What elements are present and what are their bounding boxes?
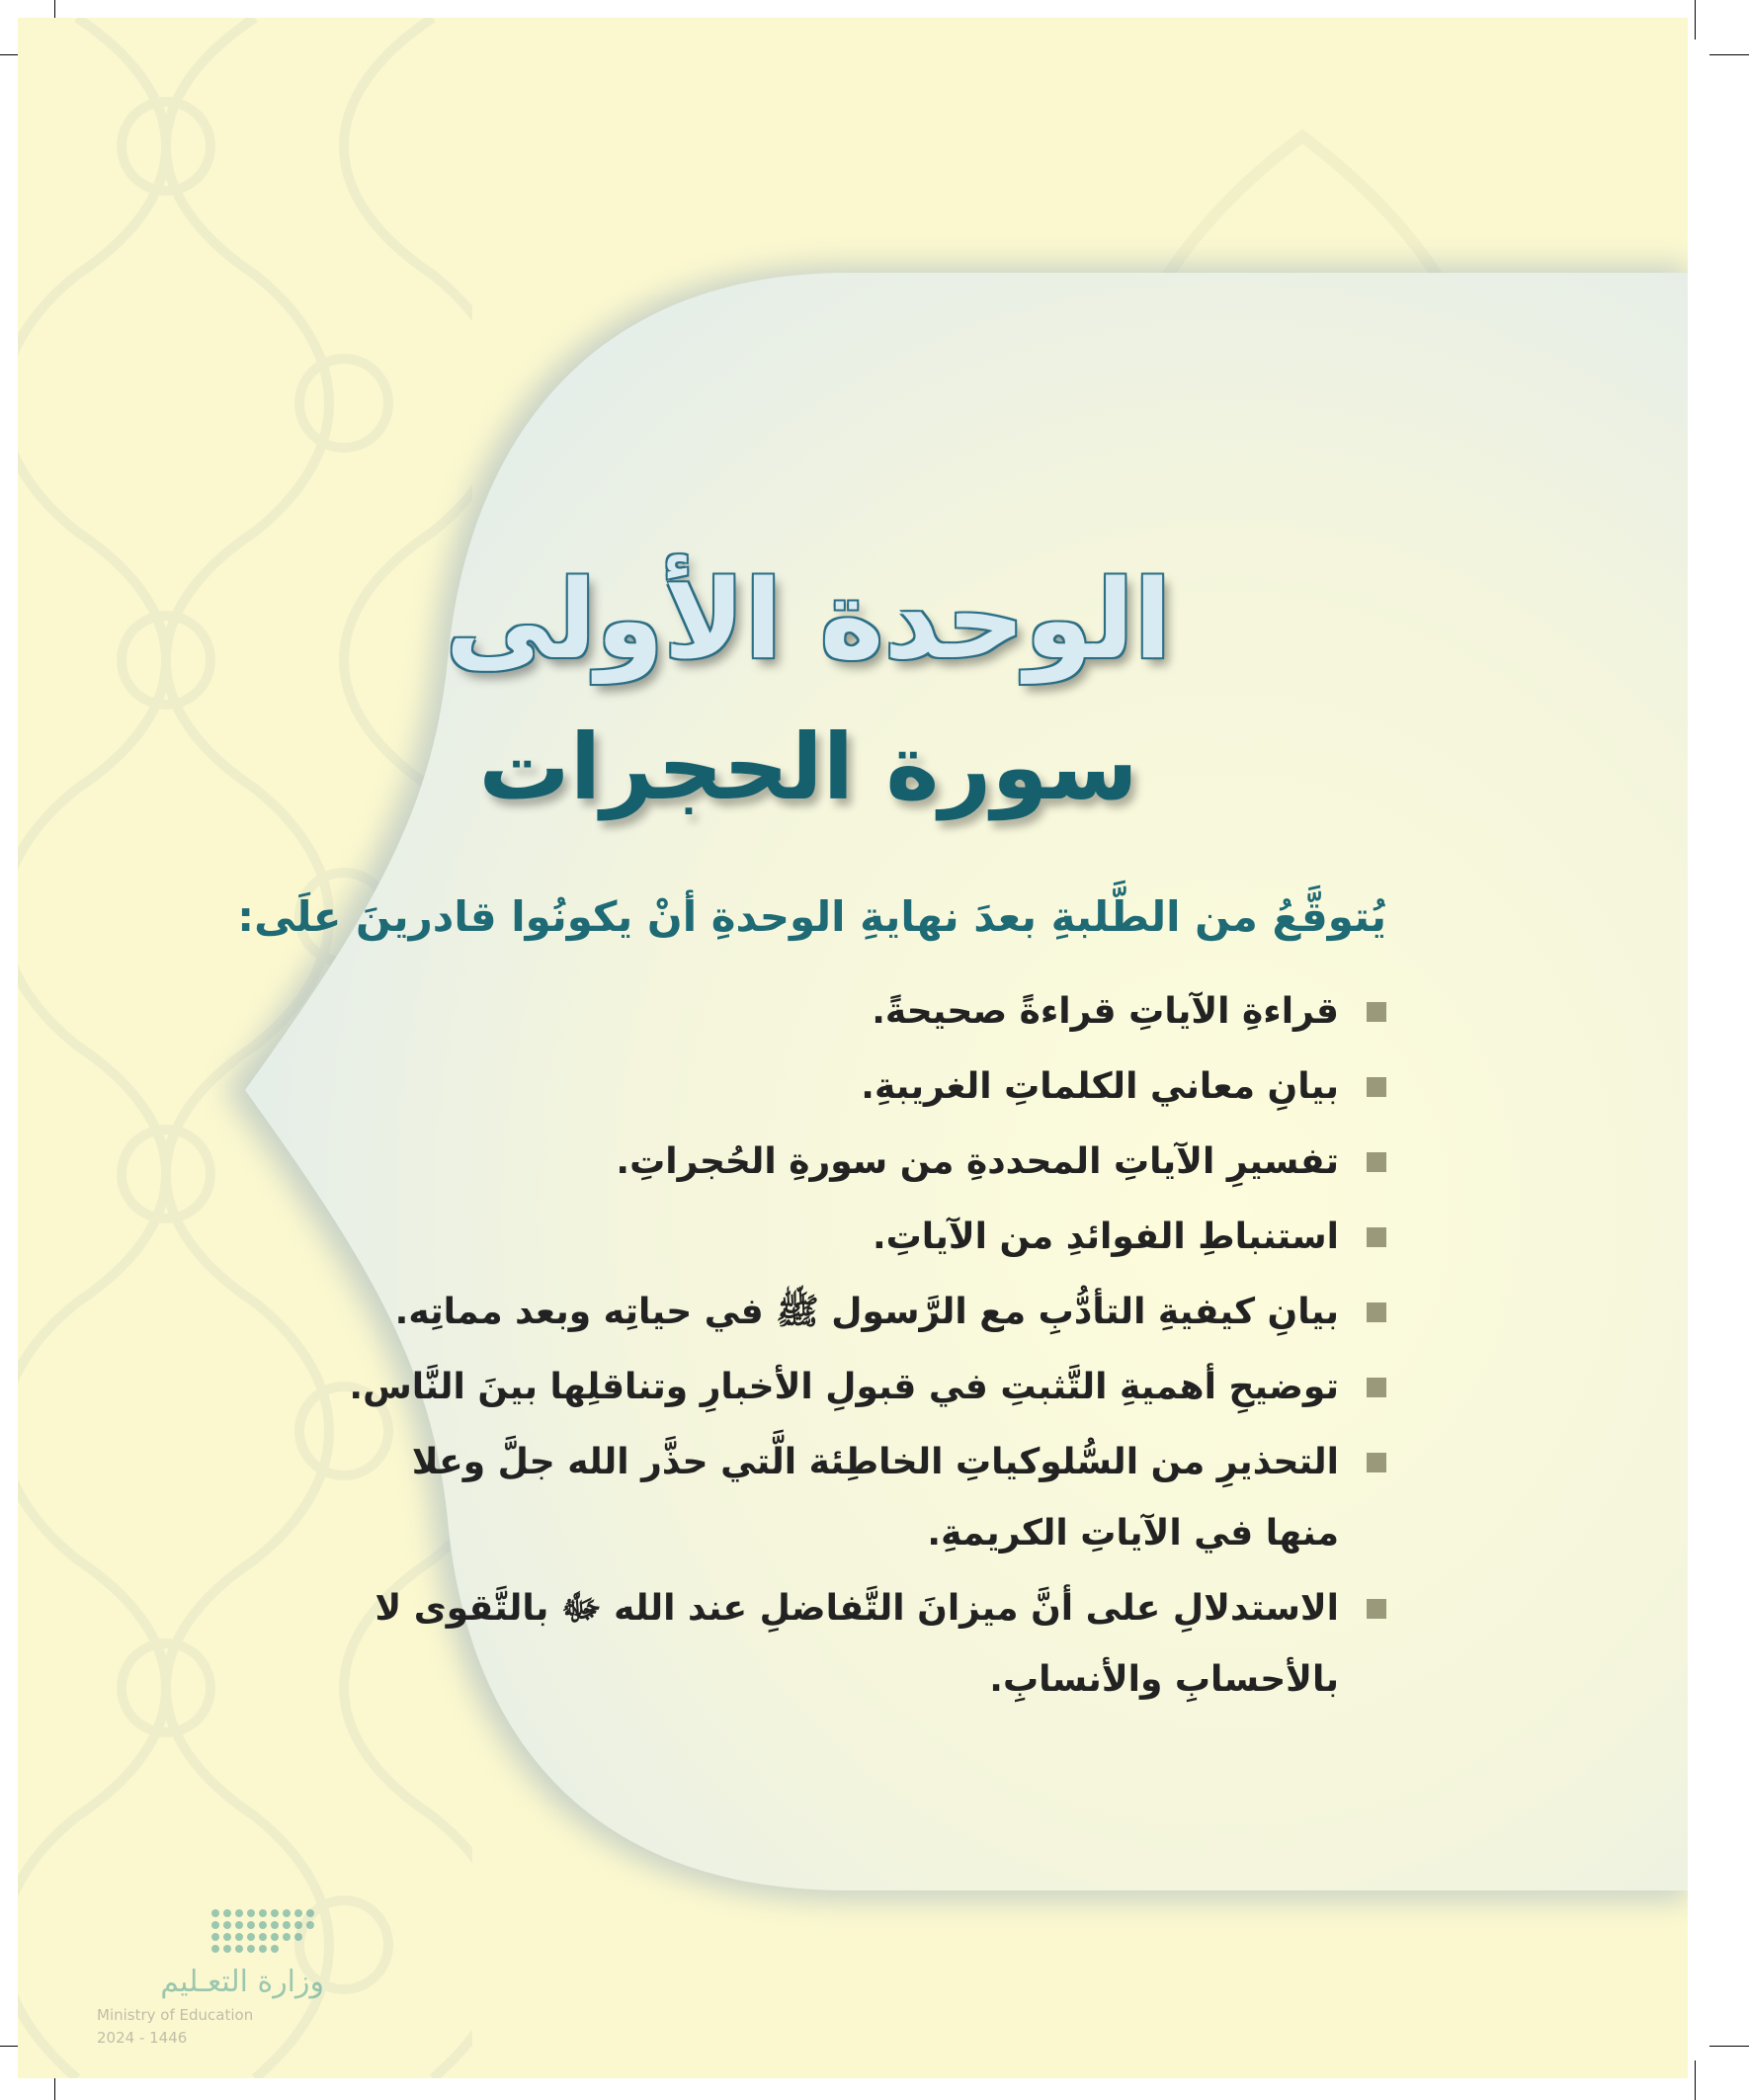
square-bullet-icon bbox=[1367, 1152, 1386, 1172]
square-bullet-icon bbox=[1367, 1453, 1386, 1472]
objective-item bbox=[349, 976, 1386, 1048]
logo-english-text: Ministry of Education bbox=[97, 2006, 254, 2024]
objective-text: بيانِ معاني الكلماتِ الغريبةِ. bbox=[861, 1066, 1339, 1107]
objective-text: توضيحِ أهميةِ التَّثبتِ في قبولِ الأخبارِ وتناقلِها بينَ النَّاس. bbox=[349, 1367, 1339, 1407]
objective-item bbox=[349, 1051, 1386, 1123]
objective-text: قراءةِ الآياتِ قراءةً صحيحةً. bbox=[872, 991, 1339, 1032]
objective-item bbox=[349, 1352, 1386, 1423]
square-bullet-icon bbox=[1367, 1077, 1386, 1097]
crop-mark bbox=[1709, 54, 1749, 55]
objective-text: الاستدلالِ على أنَّ ميزانَ التَّفاضلِ عند الله ﷻ بالتَّقوى لا بالأحسابِ والأنسابِ. bbox=[375, 1588, 1339, 1700]
square-bullet-icon bbox=[1367, 1227, 1386, 1247]
objective-text: استنباطِ الفوائدِ من الآياتِ. bbox=[872, 1217, 1339, 1257]
square-bullet-icon bbox=[1367, 1302, 1386, 1322]
square-bullet-icon bbox=[1367, 1599, 1386, 1619]
ministry-logo bbox=[97, 1905, 334, 2063]
crop-mark bbox=[1709, 2046, 1749, 2047]
objective-text: التحذيرِ من السُّلوكياتِ الخاطِئة الَّتي حذَّر الله جلَّ وعلا منها في الآياتِ الكريمةِ. bbox=[411, 1442, 1339, 1554]
objective-item bbox=[349, 1277, 1386, 1348]
dots-logo-icon bbox=[97, 1905, 334, 1965]
objective-item bbox=[349, 1573, 1386, 1716]
square-bullet-icon bbox=[1367, 1378, 1386, 1397]
crop-mark bbox=[1695, 2060, 1696, 2100]
unit-title: الوحدة الأولى bbox=[445, 556, 1172, 683]
logo-arabic-text: وزارة التعـليم bbox=[160, 1965, 324, 1999]
square-bullet-icon bbox=[1367, 1002, 1386, 1022]
objective-item bbox=[349, 1127, 1386, 1198]
logo-year-text: 2024 - 1446 bbox=[97, 2029, 188, 2047]
surah-title: سورة الحجرات bbox=[478, 714, 1138, 820]
objectives-intro: يُتوقَّعُ من الطَّلبةِ بعدَ نهايةِ الوحدةِ أنْ يكونُوا قادرينَ علَى: bbox=[237, 892, 1386, 941]
page bbox=[18, 18, 1688, 2078]
objectives-list bbox=[349, 976, 1386, 1720]
objective-text: بيانِ كيفيةِ التأدُّبِ مع الرَّسول ﷺ في حياتِه وبعد مماتِه. bbox=[394, 1292, 1339, 1332]
crop-mark bbox=[1695, 0, 1696, 40]
objective-item bbox=[349, 1202, 1386, 1273]
objective-text: تفسيرِ الآياتِ المحددةِ من سورةِ الحُجراتِ. bbox=[616, 1141, 1339, 1182]
objective-item bbox=[349, 1427, 1386, 1569]
